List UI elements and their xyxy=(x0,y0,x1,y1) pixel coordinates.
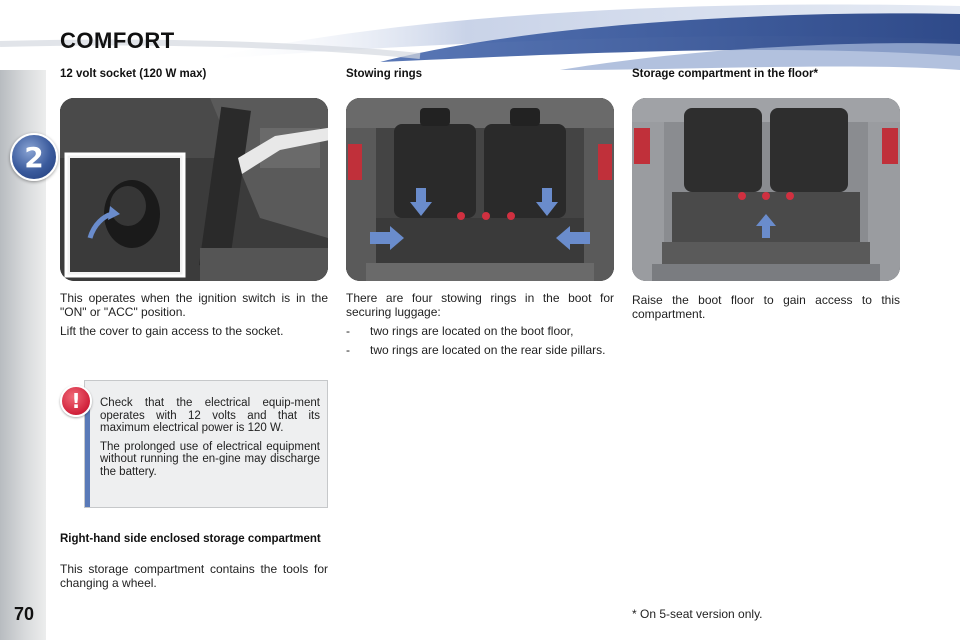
socket-photo xyxy=(60,98,328,281)
right-hand-storage-paragraph: This storage compartment contains the tools for changing a wheel. xyxy=(60,562,328,590)
socket-description xyxy=(60,292,328,345)
floor-storage-paragraph: Raise the boot floor to gain access to this compartment. xyxy=(632,293,900,321)
chapter-badge: 2 xyxy=(10,133,58,181)
footnote: * On 5-seat version only. xyxy=(632,607,763,621)
page-title: COMFORT xyxy=(60,28,175,53)
socket-paragraph: Lift the cover to gain access to the socket. xyxy=(60,324,284,338)
exclamation-icon: ! xyxy=(60,385,92,417)
right-hand-storage-heading: Right-hand side enclosed storage compartment xyxy=(60,533,321,545)
right-hand-storage-description xyxy=(60,563,328,596)
floor-storage-photo xyxy=(632,98,900,281)
bullet-text: two rings are located on the boot floor, xyxy=(370,324,574,338)
stowing-rings-photo xyxy=(346,98,614,281)
warning-paragraph: Check that the electrical equip-ment operates with 12 volts and that its maximum electrical power is 120 W. xyxy=(100,397,320,435)
floor-storage-description xyxy=(632,294,900,327)
stowing-rings-intro: There are four stowing rings in the boot for securing luggage: xyxy=(346,291,614,319)
warning-paragraph: The prolonged use of electrical equipment without running the en-gine may discharge the battery. xyxy=(100,440,320,478)
warning-text xyxy=(100,397,320,485)
floor-storage-heading: Storage compartment in the floor* xyxy=(632,68,818,80)
stowing-rings-description xyxy=(346,292,614,362)
list-item xyxy=(346,344,614,358)
bullet-marker: - xyxy=(346,342,350,357)
socket-paragraph: This operates when the ignition switch is in the "ON" or "ACC" position. xyxy=(60,291,328,319)
socket-heading: 12 volt socket (120 W max) xyxy=(60,68,207,80)
stowing-rings-heading: Stowing rings xyxy=(346,68,423,80)
bullet-marker: - xyxy=(346,324,350,338)
bullet-text: two rings are located on the rear side pillars. xyxy=(370,342,606,357)
page-number: 70 xyxy=(14,604,35,624)
list-item xyxy=(346,325,614,339)
